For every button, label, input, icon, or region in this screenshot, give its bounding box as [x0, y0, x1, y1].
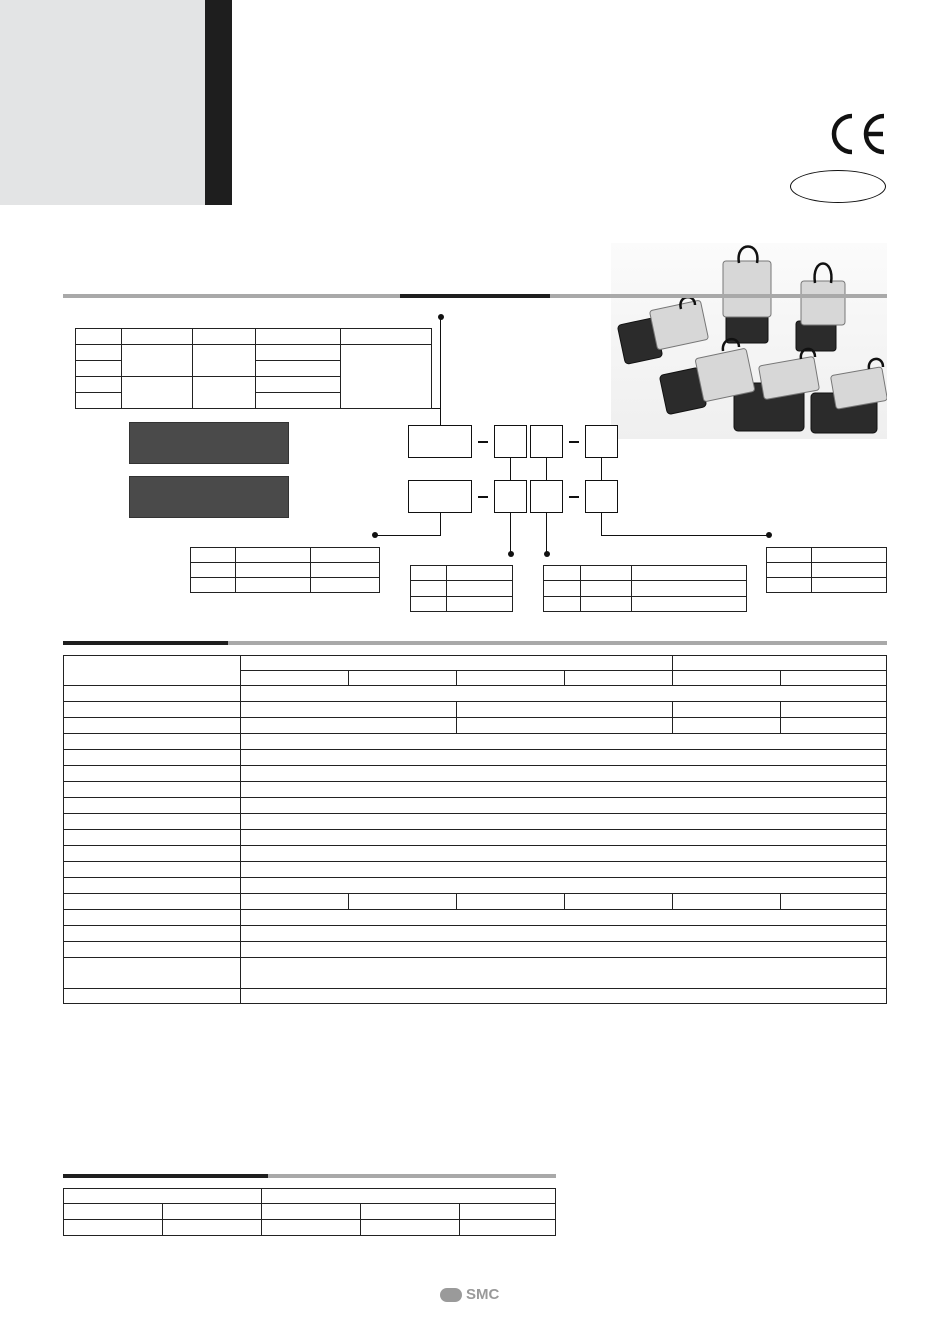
- connector-dot: [372, 532, 378, 538]
- part-number-code-box: [585, 425, 618, 458]
- connector-dot: [508, 551, 514, 557]
- option-table-code-a: [410, 565, 513, 612]
- ce-mark-icon: [826, 112, 888, 156]
- product-photo: [611, 243, 887, 439]
- connector-dot: [544, 551, 550, 557]
- part-number-code-box: [494, 480, 527, 513]
- option-label-box: [129, 422, 289, 464]
- certification-oval-icon: [790, 170, 886, 203]
- part-number-code-box: [494, 425, 527, 458]
- connector-line: [601, 458, 602, 480]
- connector-line: [601, 535, 768, 536]
- bottom-table: [63, 1188, 556, 1236]
- separator-dash: [569, 496, 579, 498]
- part-number-code-box: [585, 480, 618, 513]
- part-number-series-box: [408, 425, 472, 458]
- part-number-code-box: [530, 480, 563, 513]
- connector-line: [510, 513, 511, 553]
- part-number-series-box: [408, 480, 472, 513]
- separator-dash: [478, 496, 488, 498]
- model-selection-table: [75, 328, 432, 409]
- section-rule-accent: [63, 1174, 268, 1178]
- specifications-table: [63, 655, 887, 1004]
- connector-line: [601, 513, 602, 536]
- connector-line: [432, 408, 441, 409]
- corner-tab: [0, 0, 205, 205]
- option-table-code-b: [543, 565, 747, 612]
- connector-line: [546, 513, 547, 553]
- option-table-series: [190, 547, 380, 593]
- connector-dot: [766, 532, 772, 538]
- separator-dash: [569, 441, 579, 443]
- corner-tab-bar: [205, 0, 232, 205]
- connector-line: [440, 513, 441, 536]
- connector-line: [510, 458, 511, 480]
- separator-dash: [478, 441, 488, 443]
- part-number-code-box: [530, 425, 563, 458]
- section-rule-accent: [63, 641, 228, 645]
- connector-line: [376, 535, 441, 536]
- section-rule-accent: [400, 294, 550, 298]
- option-label-box: [129, 476, 289, 518]
- smc-logo-icon: SMC: [440, 1286, 499, 1303]
- option-table-code-c: [766, 547, 887, 593]
- connector-line: [546, 458, 547, 480]
